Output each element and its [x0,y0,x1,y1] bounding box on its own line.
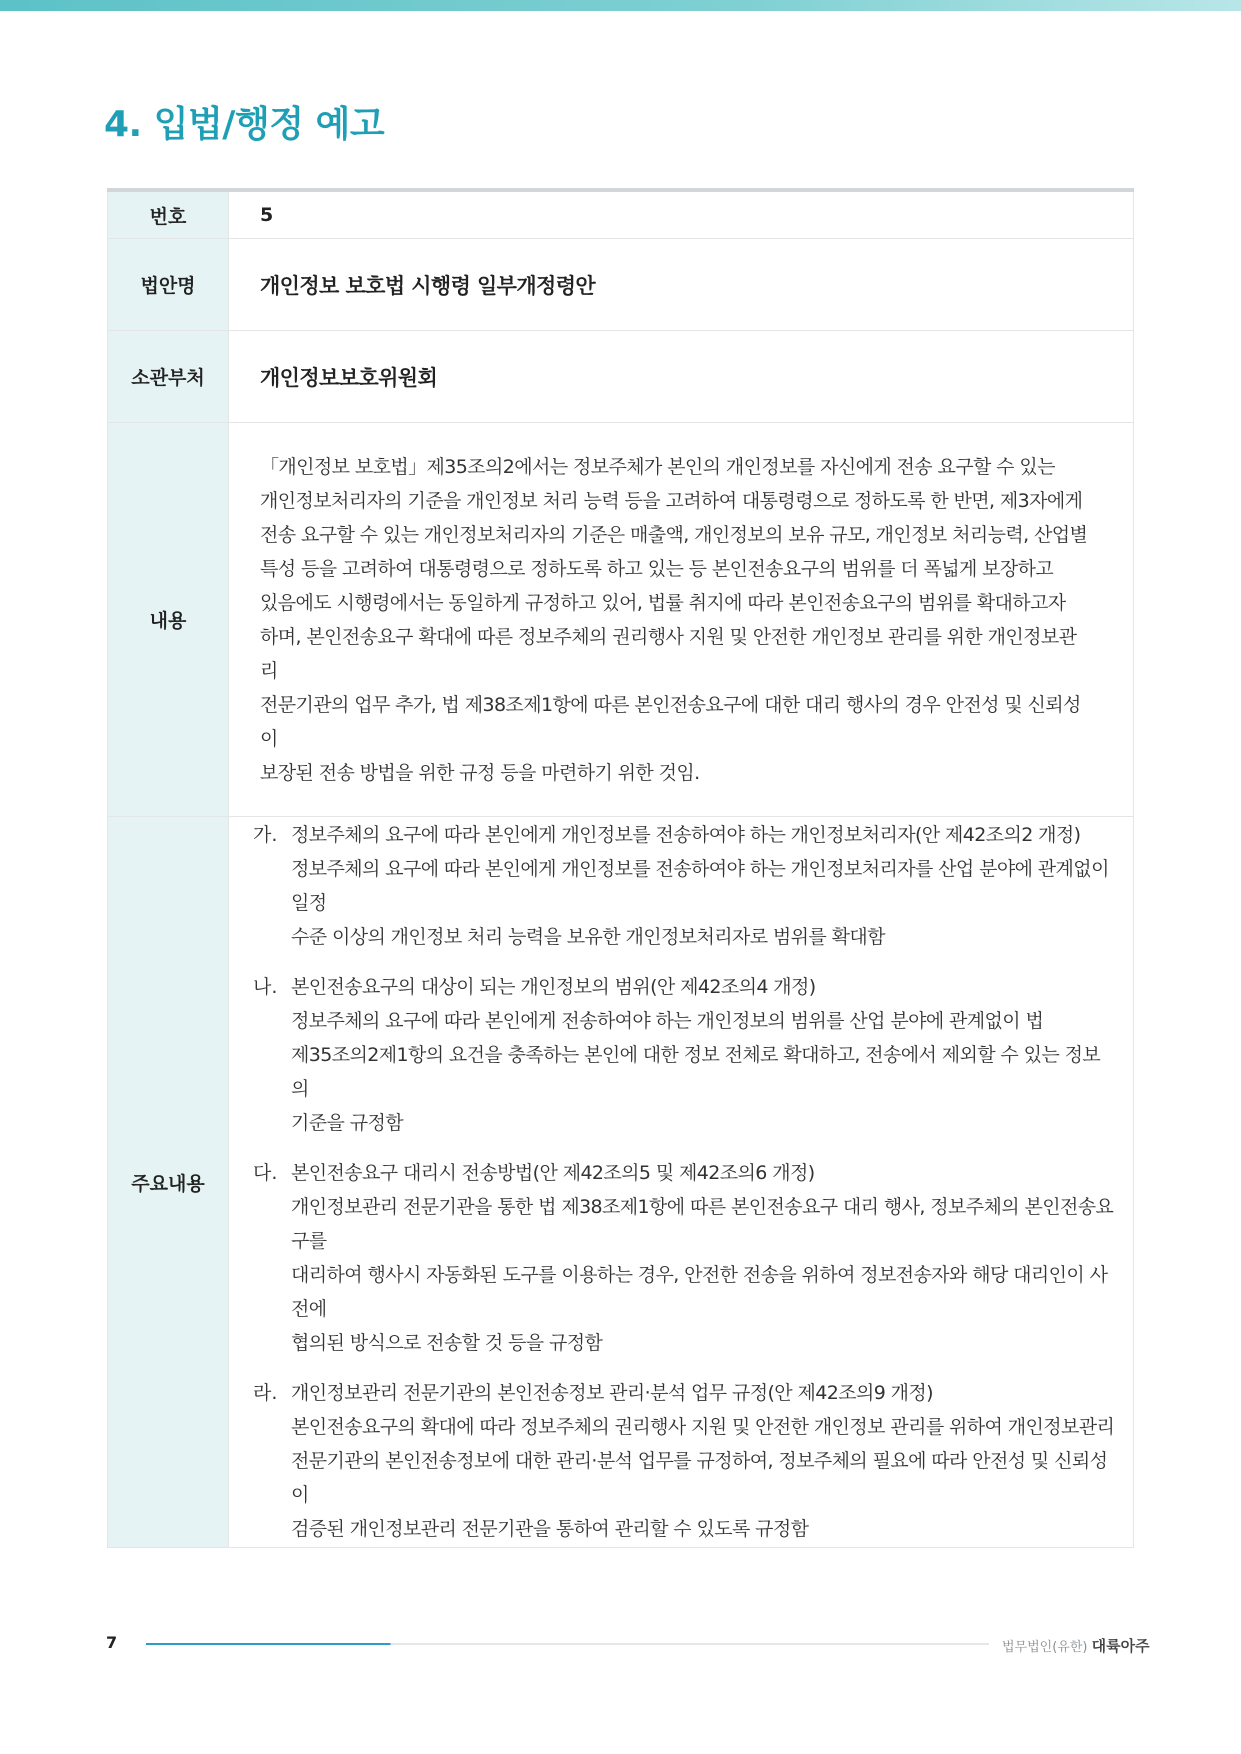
ministry-name: 개인정보보호위원회 [260,365,438,390]
main-item [253,1376,1115,1546]
content-line: 「개인정보 보호법」제35조의2에서는 정보주체가 본인의 개인정보를 자신에게 전송 요구할 수 있는 [260,455,1055,478]
footer-divider [146,1643,989,1645]
item-line: 개인정보관리 전문기관을 통한 법 제38조제1항에 따른 본인전송요구 대리 행사, 정보주체의 본인전송요구를 [291,1196,1114,1252]
content-line: 보장된 전송 방법을 위한 규정 등을 마련하기 위한 것임. [260,761,700,784]
item-line: 전문기관의 본인전송정보에 대한 관리·분석 업무를 규정하여, 정보주체의 필요에 따라 안전성 및 신뢰성이 [291,1450,1108,1506]
main-item [253,1156,1115,1360]
item-line: 수준 이상의 개인정보 처리 능력을 보유한 개인정보처리자로 범위를 확대함 [291,926,885,948]
bill-name: 개인정보 보호법 시행령 일부개정령안 [260,273,596,298]
item-body [291,818,1115,954]
row-ministry [108,331,1134,423]
item-body [291,1156,1115,1360]
page-number: 7 [106,1633,118,1652]
item-line: 본인전송요구의 대상이 되는 개인정보의 범위(안 제42조의4 개정) [291,976,816,998]
value-content [229,423,1134,817]
value-main-content [229,817,1134,1548]
item-line: 정보주체의 요구에 따라 본인에게 개인정보를 전송하여야 하는 개인정보처리자(안 제42조의2 개정) [291,824,1081,846]
value-bill-name [229,239,1134,331]
content-paragraph [260,450,1113,790]
item-line: 협의된 방식으로 전송할 것 등을 규정함 [291,1332,603,1354]
label-content: 내용 [108,423,229,817]
content-line: 전문기관의 업무 추가, 법 제38조제1항에 따른 본인전송요구에 대한 대리 행사의 경우 안전성 및 신뢰성이 [260,693,1081,750]
label-main-content: 주요내용 [108,817,229,1548]
row-main-content [108,817,1134,1548]
item-line: 대리하여 행사시 자동화된 도구를 이용하는 경우, 안전한 전송을 위하여 정보전송자와 해당 대리인이 사전에 [291,1264,1108,1320]
item-marker: 가. [253,824,278,846]
brand-name: 대륙아주 [1091,1637,1150,1655]
bill-number: 5 [260,204,274,226]
main-item [253,970,1115,1140]
item-marker: 다. [253,1162,278,1184]
item-line: 정보주체의 요구에 따라 본인에게 개인정보를 전송하여야 하는 개인정보처리자를 산업 분야에 관계없이 일정 [291,858,1109,914]
item-line: 본인전송요구 대리시 전송방법(안 제42조의5 및 제42조의6 개정) [291,1162,815,1184]
content-line: 전송 요구할 수 있는 개인정보처리자의 기준은 매출액, 개인정보의 보유 규모, 개인정보 처리능력, 산업별 [260,523,1088,546]
item-marker: 나. [253,976,278,998]
row-content [108,423,1134,817]
item-line: 검증된 개인정보관리 전문기관을 통하여 관리할 수 있도록 규정함 [291,1518,809,1540]
content-line: 개인정보처리자의 기준을 개인정보 처리 능력 등을 고려하여 대통령령으로 정하도록 한 반면, 제3자에게 [260,489,1083,512]
bill-info-table [107,188,1134,1548]
content-line: 하며, 본인전송요구 확대에 따른 정보주체의 권리행사 지원 및 안전한 개인정보 관리를 위한 개인정보관리 [260,625,1077,682]
footer-brand [1002,1635,1150,1656]
main-item [253,818,1115,954]
section-title: 4. 입법/행정 예고 [104,104,385,145]
content-line: 특성 등을 고려하여 대통령령으로 정하도록 하고 있는 등 본인전송요구의 범위를 더 폭넓게 보장하고 [260,557,1054,580]
item-line: 정보주체의 요구에 따라 본인에게 전송하여야 하는 개인정보의 범위를 산업 분야에 관계없이 법 [291,1010,1044,1032]
label-number: 번호 [108,190,229,239]
item-line: 제35조의2제1항의 요건을 충족하는 본인에 대한 정보 전체로 확대하고, 전송에서 제외할 수 있는 정보의 [291,1044,1101,1100]
item-line: 기준을 규정함 [291,1112,403,1134]
row-bill-name [108,239,1134,331]
item-line: 개인정보관리 전문기관의 본인전송정보 관리·분석 업무 규정(안 제42조의9 개정) [291,1382,933,1404]
top-accent-bar [0,0,1241,11]
value-ministry [229,331,1134,423]
item-marker: 라. [253,1382,278,1404]
content-line: 있음에도 시행령에서는 동일하게 규정하고 있어, 법률 취지에 따라 본인전송요구의 범위를 확대하고자 [260,591,1066,614]
label-ministry: 소관부처 [108,331,229,423]
item-body [291,970,1115,1140]
row-number [108,190,1134,239]
brand-prefix: 법무법인(유한) [1002,1640,1088,1655]
item-body [291,1376,1115,1546]
item-line: 본인전송요구의 확대에 따라 정보주체의 권리행사 지원 및 안전한 개인정보 관리를 위하여 개인정보관리 [291,1416,1115,1438]
label-bill-name: 법안명 [108,239,229,331]
value-number [229,190,1134,239]
